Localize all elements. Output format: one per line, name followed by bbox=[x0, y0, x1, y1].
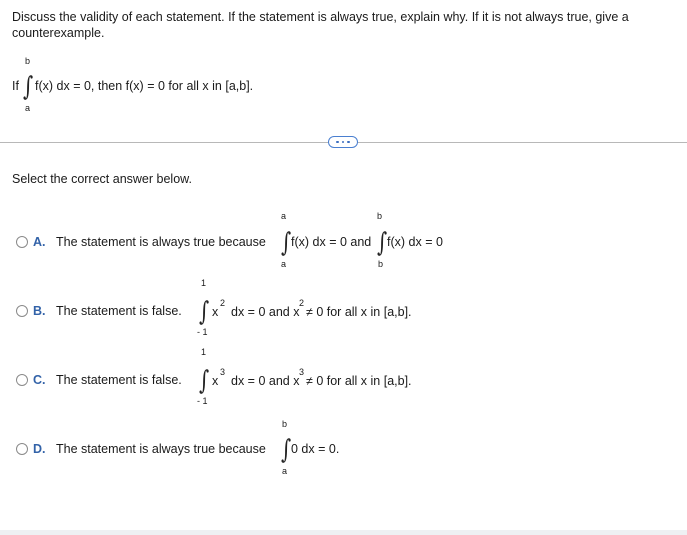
option-c-upper: 1 bbox=[201, 347, 207, 357]
option-a-int1-body: f(x) dx = 0 and bbox=[291, 235, 372, 249]
option-a-radio[interactable] bbox=[16, 236, 28, 248]
option-d-radio[interactable] bbox=[16, 443, 28, 455]
option-b-middle: dx = 0 and x bbox=[231, 305, 300, 319]
option-c-tail: ≠ 0 for all x in [a,b]. bbox=[306, 374, 412, 388]
integral-icon: ∫ bbox=[199, 297, 210, 327]
option-d-lower: a bbox=[282, 466, 288, 476]
option-a-int1-lower: a bbox=[281, 259, 287, 269]
option-a-int2-lower: b bbox=[378, 259, 384, 269]
option-b-lower: - 1 bbox=[197, 327, 208, 337]
question-if-label: If bbox=[12, 79, 19, 93]
option-b-tail: ≠ 0 for all x in [a,b]. bbox=[306, 305, 412, 319]
more-dot-icon bbox=[336, 141, 339, 144]
option-a-text: The statement is always true because bbox=[56, 235, 266, 249]
option-c-lower: - 1 bbox=[197, 396, 208, 406]
question-instruction-continued: counterexample. bbox=[12, 26, 105, 40]
option-c-radio[interactable] bbox=[16, 374, 28, 386]
option-d-text: The statement is always true because bbox=[56, 442, 266, 456]
option-c-text: The statement is false. bbox=[56, 373, 182, 387]
option-c-middle: dx = 0 and x bbox=[231, 374, 300, 388]
integral-icon: ∫ bbox=[281, 435, 292, 465]
integral-icon: ∫ bbox=[23, 72, 34, 102]
option-b-exponent-2: 2 bbox=[299, 298, 305, 308]
option-d-upper: b bbox=[282, 419, 288, 429]
more-options-button[interactable] bbox=[328, 136, 358, 148]
integral-icon: ∫ bbox=[377, 228, 388, 258]
bottom-bar bbox=[0, 530, 687, 535]
question-statement: f(x) dx = 0, then f(x) = 0 for all x in [a,b]. bbox=[35, 79, 254, 93]
option-b-base: x bbox=[212, 305, 219, 319]
option-b-text: The statement is false. bbox=[56, 304, 182, 318]
integral-icon: ∫ bbox=[199, 366, 210, 396]
question-instruction: Discuss the validity of each statement. If the statement is always true, explain why. If it is not always true, give a bbox=[12, 10, 629, 24]
integral-icon: ∫ bbox=[281, 228, 292, 258]
question-upper-limit: b bbox=[25, 56, 31, 66]
more-dot-icon bbox=[347, 141, 350, 144]
option-c-letter: C. bbox=[33, 373, 46, 387]
option-a-int2-body: f(x) dx = 0 bbox=[387, 235, 443, 249]
option-c-base: x bbox=[212, 374, 219, 388]
option-d-body: 0 dx = 0. bbox=[291, 442, 340, 456]
option-c-exponent: 3 bbox=[220, 367, 226, 377]
option-b-letter: B. bbox=[33, 304, 46, 318]
more-dot-icon bbox=[342, 141, 345, 144]
option-b-exponent: 2 bbox=[220, 298, 226, 308]
answer-prompt: Select the correct answer below. bbox=[12, 172, 192, 186]
option-b-radio[interactable] bbox=[16, 305, 28, 317]
option-d-letter: D. bbox=[33, 442, 46, 456]
option-a-int1-upper: a bbox=[281, 211, 287, 221]
option-b-upper: 1 bbox=[201, 278, 207, 288]
question-lower-limit: a bbox=[25, 103, 31, 113]
option-a-int2-upper: b bbox=[377, 211, 383, 221]
option-c-exponent-2: 3 bbox=[299, 367, 305, 377]
option-a-letter: A. bbox=[33, 235, 46, 249]
